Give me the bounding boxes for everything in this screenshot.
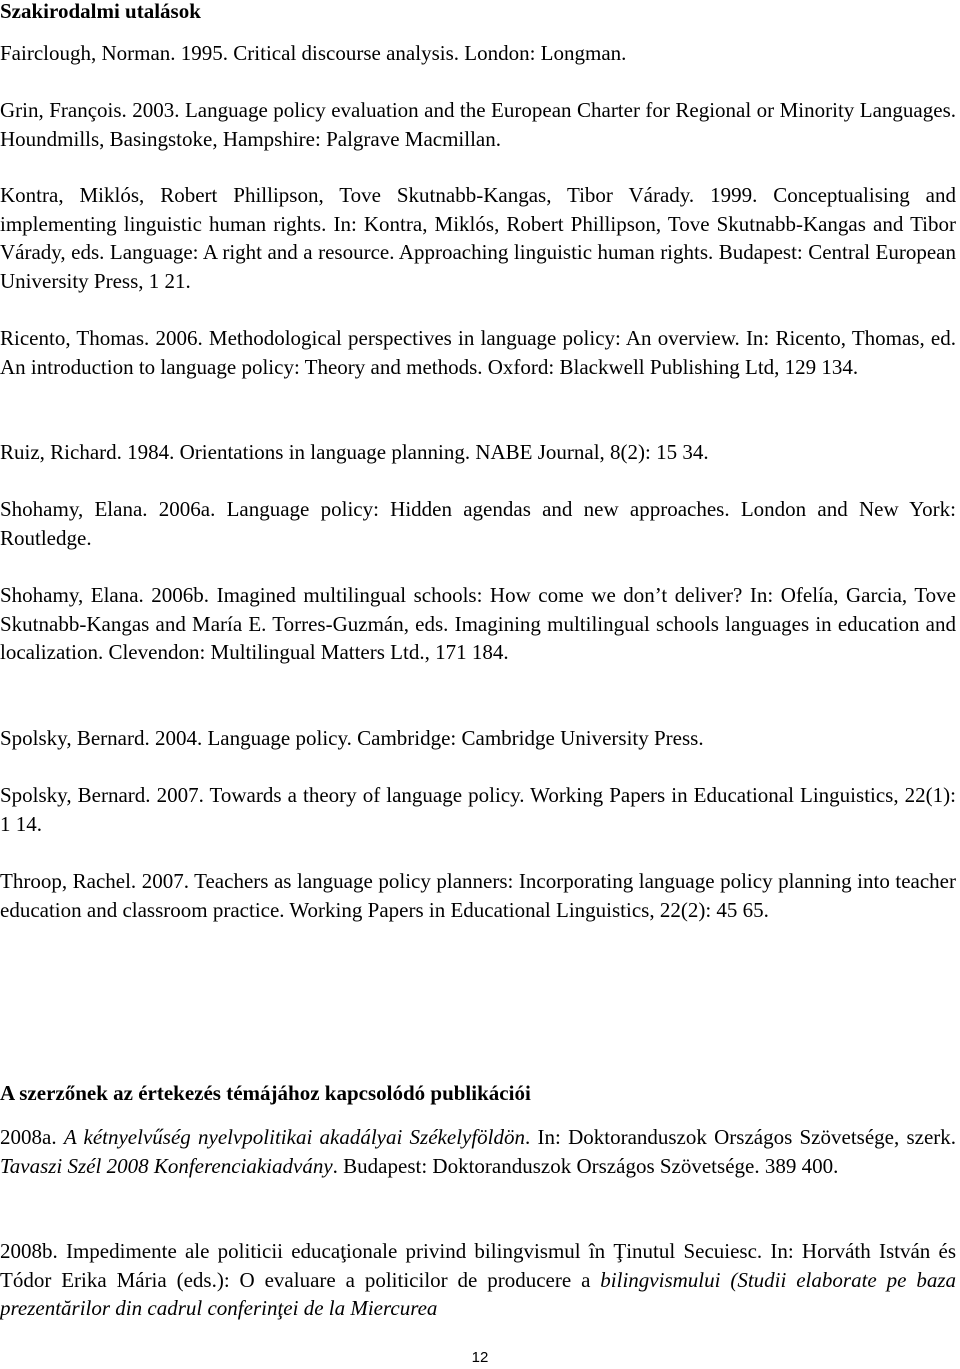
section-heading-references: Szakirodalmi utalások bbox=[0, 0, 201, 23]
reference-throop: Throop, Rachel. 2007. Teachers as language policy planners: Incorporating language policy planning into teacher education and classroom practice. Working Papers in Educational Linguistics, 22(2): 45 65. bbox=[0, 869, 956, 922]
publication-2008a-editor: . In: Doktoranduszok Országos Szövetsége, szerk. bbox=[525, 1125, 957, 1149]
reference-shohamy-2006b: Shohamy, Elana. 2006b. Imagined multilingual schools: How come we don’t deliver? In: Ofelía, Garcia, Tove Skutnabb-Kangas and María E. Torres-Guzmán, eds. Imagining multilingual schools languages in education and localization. Clevendon: Multilingual Matters Ltd., 171 184. bbox=[0, 583, 956, 665]
publication-2008a-volume: Tavaszi Szél 2008 Konferenciakiadvány bbox=[0, 1153, 333, 1178]
reference-shohamy-2006a: Shohamy, Elana. 2006a. Language policy: Hidden agendas and new approaches. London and New York: Routledge. bbox=[0, 497, 956, 550]
publication-2008b bbox=[0, 1237, 956, 1323]
publication-2008b-italic: bilingvismului (Studii elaborate pe baza prezentărilor din cadrul conferinţei de la Miercurea bbox=[0, 1267, 956, 1321]
publication-2008b-text: 2008b. Impedimente ale politicii educaţionale privind bilingvismul în Ţinutul Secuiesc. In: Horváth István és Tódor Erika Mária (eds.): O evaluare a politicilor de producere a bbox=[0, 1239, 956, 1292]
publication-2008a-year: 2008a. bbox=[0, 1125, 64, 1149]
reference-ricento: Ricento, Thomas. 2006. Methodological perspectives in language policy: An overview. In: Ricento, Thomas, ed. An introduction to language policy: Theory and methods. Oxford: Blackwell Publishing Ltd, 129 134. bbox=[0, 326, 956, 379]
reference-spolsky-2004: Spolsky, Bernard. 2004. Language policy. Cambridge: Cambridge University Press. bbox=[0, 726, 704, 750]
publication-2008a bbox=[0, 1123, 956, 1180]
publication-2008a-title: A kétnyelvűség nyelvpolitikai akadályai Székelyföldön bbox=[63, 1125, 526, 1149]
reference-ruiz: Ruiz, Richard. 1984. Orientations in language planning. NABE Journal, 8(2): 15 34. bbox=[0, 440, 709, 464]
publication-2008a-publisher: . Budapest: Doktoranduszok Országos Szövetsége. 389 400. bbox=[332, 1153, 839, 1178]
section-heading-publications: A szerzőnek az értekezés témájához kapcsolódó publikációi bbox=[0, 1081, 531, 1105]
page-number: 12 bbox=[471, 1349, 489, 1366]
reference-grin: Grin, François. 2003. Language policy evaluation and the European Charter for Regional or Minority Languages. Houndmills, Basingstoke, Hampshire: Palgrave Macmillan. bbox=[0, 98, 956, 151]
reference-fairclough: Fairclough, Norman. 1995. Critical discourse analysis. London: Longman. bbox=[0, 41, 627, 65]
reference-kontra: Kontra, Miklós, Robert Phillipson, Tove Skutnabb-Kangas, Tibor Várady. 1999. Conceptualising and implementing linguistic human rights. In: Kontra, Miklós, Robert Phillipson, Tove Skutnabb-Kangas and Tibor Várady, eds. Language: A right and a resource. Approaching linguistic human rights. Budapest: Central European University Press, 1 21. bbox=[0, 183, 956, 294]
reference-spolsky-2007: Spolsky, Bernard. 2007. Towards a theory of language policy. Working Papers in Educational Linguistics, 22(1): 1 14. bbox=[0, 783, 956, 836]
